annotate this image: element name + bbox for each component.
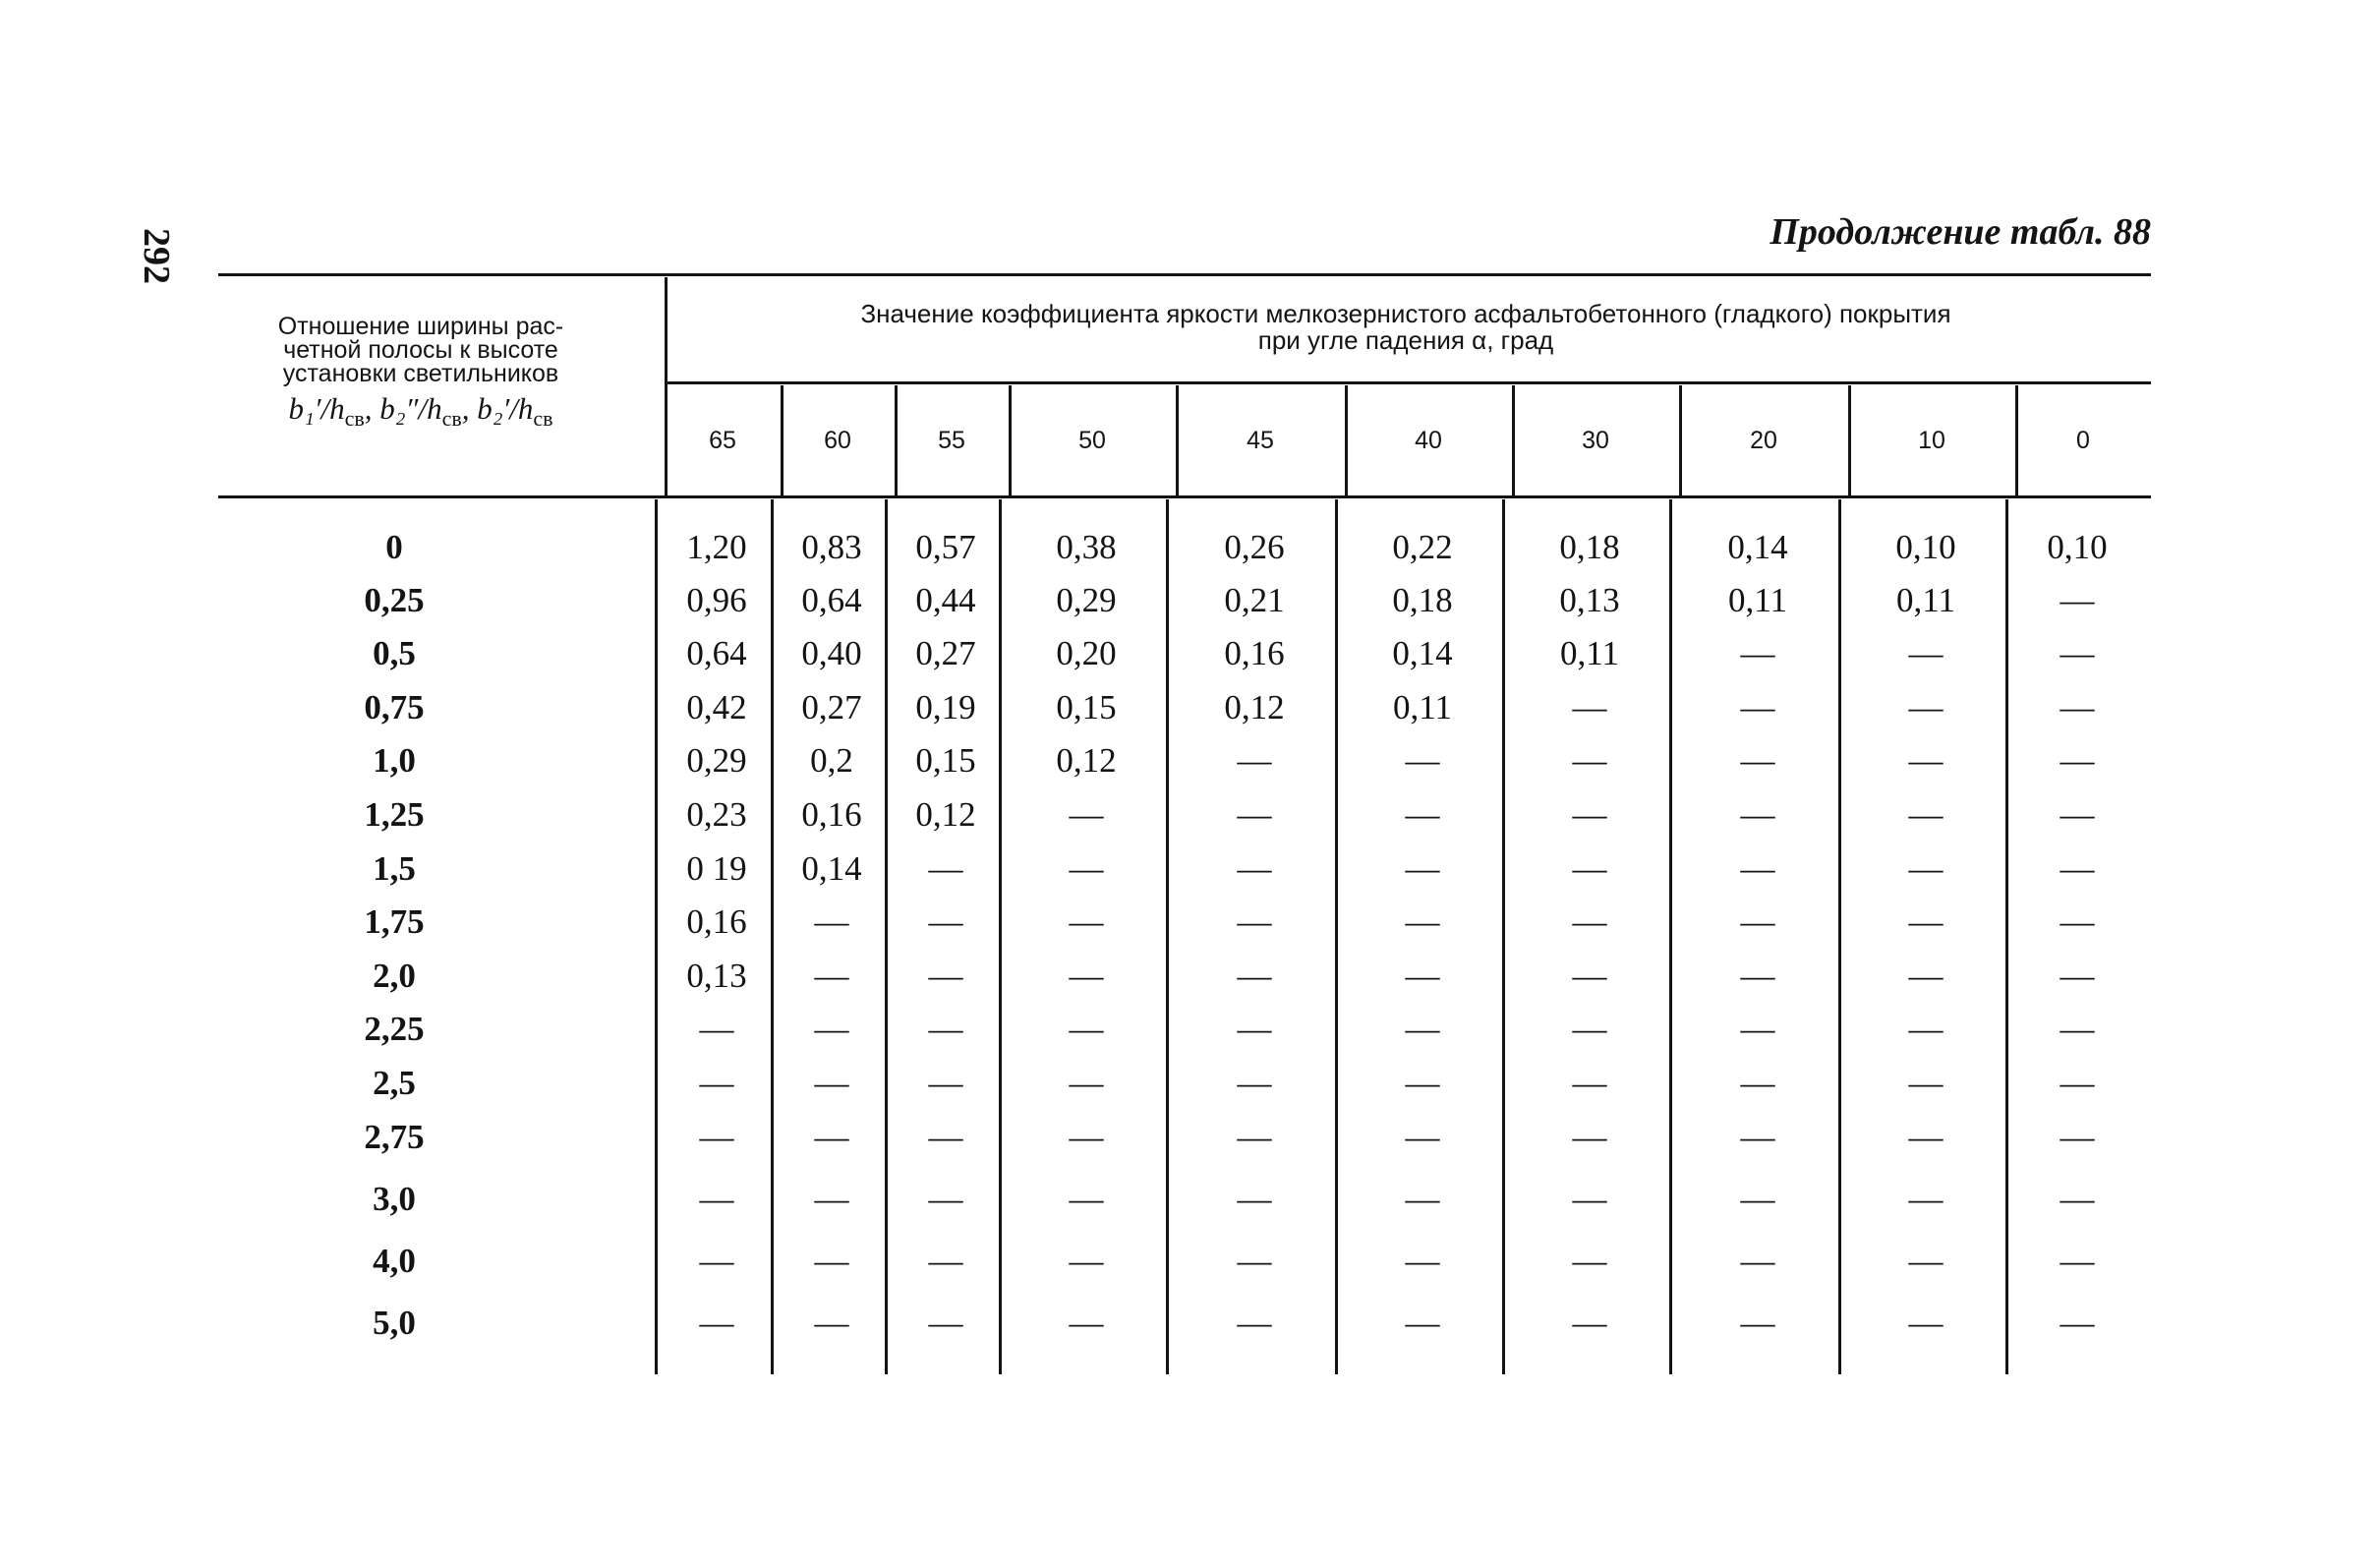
table-cell: 0,16 — [686, 902, 747, 941]
table-cell: 0,11 — [1560, 634, 1619, 672]
table-cell: — — [1740, 957, 1775, 995]
table-cell: — — [2060, 1304, 2095, 1342]
table-cell: — — [1237, 902, 1272, 941]
table-cell: — — [814, 1064, 849, 1102]
table-cell: — — [1069, 1064, 1104, 1102]
row-ratio: 1,75 — [364, 902, 425, 941]
table-cell: — — [1740, 1304, 1775, 1342]
row-ratio: 0,25 — [364, 581, 425, 619]
angle-header: 20 — [1750, 426, 1777, 454]
table-cell: — — [928, 957, 963, 995]
table-cell: — — [1405, 1010, 1440, 1048]
table-cell: 0,26 — [1224, 528, 1285, 566]
table-cell: — — [928, 1180, 963, 1218]
formula-separator: , — [461, 391, 478, 426]
table-cell: — — [1405, 957, 1440, 995]
column-title-line: Значение коэффициента яркости мелкозернистого асфальтобетонного (гладкого) покрытия — [860, 299, 1951, 328]
table-cell: — — [1237, 795, 1272, 834]
table-cell: — — [1069, 1304, 1104, 1342]
table-cell: — — [1908, 902, 1944, 941]
table-top-rule — [218, 273, 2151, 276]
table-cell: 0,16 — [801, 795, 862, 834]
table-cell: — — [1069, 1180, 1104, 1218]
table-cell: 0,23 — [686, 795, 747, 834]
table-cell: — — [814, 957, 849, 995]
table-cell: — — [928, 1304, 963, 1342]
table-cell: — — [1405, 741, 1440, 780]
table-cell: — — [1908, 741, 1944, 780]
table-cell: — — [1237, 957, 1272, 995]
table-cell: — — [2060, 741, 2095, 780]
formula-b2-prime: b₂′/h — [477, 391, 534, 426]
table-cell: — — [1572, 1118, 1607, 1156]
table-cell: — — [1237, 741, 1272, 780]
table-cell: — — [814, 1118, 849, 1156]
table-cell: — — [1572, 741, 1607, 780]
table-cell: — — [1740, 849, 1775, 888]
table-cell: 0,2 — [810, 741, 853, 780]
table-cell: — — [1572, 1304, 1607, 1342]
table-cell: 1,20 — [686, 528, 747, 566]
table-cell: — — [814, 1304, 849, 1342]
table-cell: — — [1405, 795, 1440, 834]
row-ratio: 2,0 — [373, 957, 416, 995]
column-title-line: при угле падения α, град — [1257, 325, 1554, 355]
row-header-line: Отношение ширины рас- — [277, 313, 564, 340]
table-cell: — — [699, 1304, 734, 1342]
row-ratio: 2,25 — [364, 1010, 425, 1048]
row-ratio: 0 — [385, 528, 403, 566]
table-cell: — — [1740, 795, 1775, 834]
table-cell: — — [1908, 957, 1944, 995]
table-cell: — — [1740, 902, 1775, 941]
table-cell: — — [1237, 1064, 1272, 1102]
table-cell: — — [1572, 795, 1607, 834]
table-cell: — — [1740, 1010, 1775, 1048]
angle-header: 60 — [824, 426, 851, 454]
angle-header: 45 — [1247, 426, 1274, 454]
table-cell: — — [2060, 634, 2095, 672]
table-cell: 0,16 — [1224, 634, 1285, 672]
formula-separator: , — [364, 391, 380, 426]
row-ratio: 5,0 — [373, 1304, 416, 1342]
table-cell: 0,44 — [915, 581, 976, 619]
table-cell: — — [814, 1180, 849, 1218]
formula-subscript: св — [441, 406, 462, 432]
table-cell: 0,27 — [801, 688, 862, 726]
table-cell: — — [1069, 849, 1104, 888]
table-cell: 0,15 — [915, 741, 976, 780]
table-cell: — — [1740, 1118, 1775, 1156]
table-cell: — — [1572, 849, 1607, 888]
table-cell: — — [1908, 1180, 1944, 1218]
formula-b2-double-prime: b₂″/h — [379, 391, 442, 426]
table-cell: 0,29 — [686, 741, 747, 780]
row-header-line: четной полосы к высоте — [283, 336, 558, 364]
table-cell: — — [928, 1242, 963, 1280]
table-cell: 0,19 — [915, 688, 976, 726]
table-cell: 0,14 — [1392, 634, 1453, 672]
row-ratio: 2,75 — [364, 1118, 425, 1156]
table-cell: 0,12 — [915, 795, 976, 834]
table-cell: 0,18 — [1559, 528, 1620, 566]
table-cell: 0,10 — [2047, 528, 2108, 566]
table-cell: 0,11 — [1728, 581, 1787, 619]
table-cell: — — [1237, 1304, 1272, 1342]
table-cell: 0,14 — [801, 849, 862, 888]
table-cell: — — [1740, 1180, 1775, 1218]
column-divider — [655, 499, 658, 1374]
table-cell: — — [928, 902, 963, 941]
table-cell: — — [1069, 957, 1104, 995]
table-cell: — — [1908, 795, 1944, 834]
table-cell: — — [699, 1064, 734, 1102]
table-cell: — — [1405, 902, 1440, 941]
row-ratio: 4,0 — [373, 1242, 416, 1280]
table-cell: — — [814, 1010, 849, 1048]
table-cell: 0,12 — [1056, 741, 1117, 780]
row-header-line: установки светильников — [282, 360, 559, 387]
table-cell: 0,27 — [915, 634, 976, 672]
table-cell: — — [699, 1010, 734, 1048]
angle-header: 30 — [1582, 426, 1609, 454]
table-cell: — — [1405, 1304, 1440, 1342]
table-cell: — — [1237, 849, 1272, 888]
table-cell: 0,18 — [1392, 581, 1453, 619]
table-cell: — — [2060, 1010, 2095, 1048]
table-cell: — — [1572, 902, 1607, 941]
table-cell: — — [1740, 741, 1775, 780]
angle-header: 10 — [1918, 426, 1945, 454]
table-cell: 0,15 — [1056, 688, 1117, 726]
header-sub-rule — [667, 381, 2151, 384]
table-cell: — — [1572, 1242, 1607, 1280]
table-cell: 0,12 — [1224, 688, 1285, 726]
table-cell: — — [1405, 1118, 1440, 1156]
table-cell: — — [1908, 1304, 1944, 1342]
table-cell: — — [1237, 1180, 1272, 1218]
table-cell: — — [1405, 1064, 1440, 1102]
table-cell: 0,10 — [1895, 528, 1956, 566]
table-cell: — — [814, 902, 849, 941]
table-cell: — — [699, 1242, 734, 1280]
table-cell: — — [2060, 1242, 2095, 1280]
table-cell: — — [1405, 849, 1440, 888]
formula-subscript: св — [533, 406, 553, 432]
angle-header: 40 — [1415, 426, 1442, 454]
row-ratio: 0,5 — [373, 634, 416, 672]
table-cell: — — [1237, 1242, 1272, 1280]
table-cell: — — [1069, 1118, 1104, 1156]
table-cell: — — [1405, 1180, 1440, 1218]
table-cell: — — [928, 849, 963, 888]
angle-header: 50 — [1078, 426, 1106, 454]
row-ratio: 1,5 — [373, 849, 416, 888]
table-cell: — — [2060, 957, 2095, 995]
column-group-title — [668, 301, 2143, 354]
table-cell: — — [1069, 1242, 1104, 1280]
table-cell: — — [1908, 1010, 1944, 1048]
table-cell: — — [1740, 634, 1775, 672]
table-cell: 0,40 — [801, 634, 862, 672]
table-cell: — — [2060, 1064, 2095, 1102]
table-cell: 0,64 — [801, 581, 862, 619]
table-cell: — — [1237, 1010, 1272, 1048]
angle-header: 65 — [709, 426, 736, 454]
row-header — [234, 315, 608, 431]
table-cell: — — [814, 1242, 849, 1280]
table-cell: — — [1069, 795, 1104, 834]
table-cell: — — [1572, 957, 1607, 995]
table-cell: — — [1908, 1118, 1944, 1156]
row-ratio: 1,0 — [373, 741, 416, 780]
table-cell: 0,11 — [1896, 581, 1955, 619]
table-cell: 0,13 — [1559, 581, 1620, 619]
table-continuation-caption: Продолжение табл. 88 — [1770, 211, 2151, 253]
angle-header: 55 — [938, 426, 965, 454]
table-cell: — — [1572, 1064, 1607, 1102]
row-ratio: 0,75 — [364, 688, 425, 726]
table-cell: — — [1908, 688, 1944, 726]
row-header-formula — [234, 391, 608, 432]
table-cell: — — [1740, 688, 1775, 726]
table-cell: — — [2060, 1180, 2095, 1218]
table-cell: — — [2060, 849, 2095, 888]
row-ratio: 1,25 — [364, 795, 425, 834]
formula-b1: b₁′/h — [288, 391, 345, 426]
table-cell: — — [2060, 688, 2095, 726]
table-cell: — — [1572, 688, 1607, 726]
table-cell: 0,21 — [1224, 581, 1285, 619]
table-cell: — — [928, 1010, 963, 1048]
table-cell: — — [699, 1118, 734, 1156]
header-bottom-rule — [218, 495, 2151, 498]
table-cell: — — [1908, 849, 1944, 888]
table-cell: 0,29 — [1056, 581, 1117, 619]
page-number: 292 — [136, 228, 177, 284]
table-cell: 0,13 — [686, 957, 747, 995]
table-cell: — — [928, 1064, 963, 1102]
table-cell: — — [1237, 1118, 1272, 1156]
table-cell: — — [1572, 1010, 1607, 1048]
table-cell: — — [1069, 902, 1104, 941]
table-cell: — — [1908, 1242, 1944, 1280]
table-cell: — — [1740, 1064, 1775, 1102]
table-cell: 0,14 — [1727, 528, 1788, 566]
table-cell: 0,83 — [801, 528, 862, 566]
table-cell: 0,64 — [686, 634, 747, 672]
table-cell: — — [699, 1180, 734, 1218]
table-cell: — — [2060, 581, 2095, 619]
angle-header: 0 — [2076, 426, 2090, 454]
table-cell: — — [1069, 1010, 1104, 1048]
formula-subscript: св — [344, 406, 365, 432]
table-cell: 0,22 — [1392, 528, 1453, 566]
table-cell: 0,20 — [1056, 634, 1117, 672]
table-cell: 0 19 — [686, 849, 747, 888]
table-cell: 0,42 — [686, 688, 747, 726]
row-ratio: 3,0 — [373, 1180, 416, 1218]
table-cell: 0,57 — [915, 528, 976, 566]
table-cell: — — [928, 1118, 963, 1156]
table-cell: — — [2060, 795, 2095, 834]
table-cell: — — [1572, 1180, 1607, 1218]
row-ratio: 2,5 — [373, 1064, 416, 1102]
table-cell: — — [2060, 1118, 2095, 1156]
table-cell: — — [1908, 1064, 1944, 1102]
table-cell: 0,11 — [1393, 688, 1452, 726]
table-cell: 0,38 — [1056, 528, 1117, 566]
table-cell: — — [1908, 634, 1944, 672]
table-cell: 0,96 — [686, 581, 747, 619]
table-cell: — — [2060, 902, 2095, 941]
table-cell: — — [1740, 1242, 1775, 1280]
table-cell: — — [1405, 1242, 1440, 1280]
